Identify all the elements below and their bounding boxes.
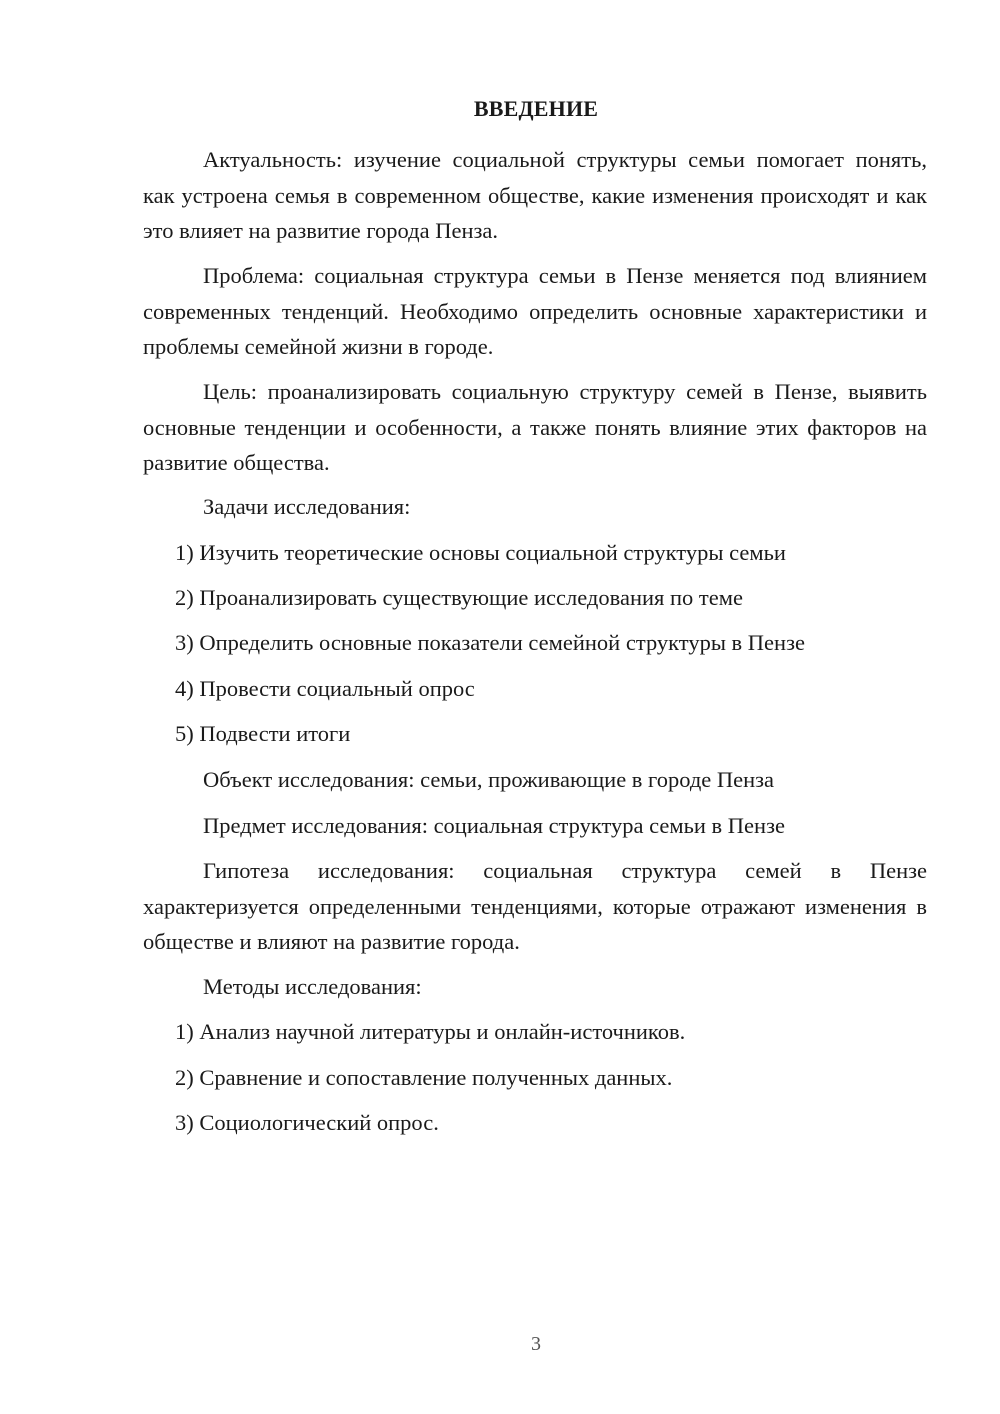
relevance-paragraph: Актуальность: изучение социальной структуры семьи помогает понять, как устроена семья в современном обществе, какие изменения происходят и как это влияет на развитие города Пенза. — [143, 147, 927, 243]
task-item: 5) Подвести итоги — [175, 721, 351, 746]
task-item: 4) Провести социальный опрос — [175, 676, 475, 701]
task-item: 2) Проанализировать существующие исследования по теме — [175, 585, 743, 610]
tasks-title: Задачи исследования: — [203, 494, 411, 519]
page-number: 3 — [531, 1333, 541, 1355]
task-item: 1) Изучить теоретические основы социальной структуры семьи — [175, 540, 786, 565]
method-item: 2) Сравнение и сопоставление полученных данных. — [175, 1065, 673, 1090]
goal-paragraph: Цель: проанализировать социальную структуру семей в Пензе, выявить основные тенденции и особенности, а также понять влияние этих факторов на развитие общества. — [143, 379, 927, 475]
research-subject: Предмет исследования: социальная структура семьи в Пензе — [203, 813, 785, 838]
methods-title: Методы исследования: — [203, 974, 422, 999]
problem-paragraph: Проблема: социальная структура семьи в Пензе меняется под влиянием современных тенденций. Необходимо определить основные характеристики и проблемы семейной жизни в городе. — [143, 263, 927, 359]
method-item: 3) Социологический опрос. — [175, 1110, 439, 1135]
task-item: 3) Определить основные показатели семейной структуры в Пензе — [175, 630, 805, 655]
method-item: 1) Анализ научной литературы и онлайн-источников. — [175, 1019, 686, 1044]
section-heading: ВВЕДЕНИЕ — [473, 96, 599, 121]
hypothesis-paragraph: Гипотеза исследования: социальная структура семей в Пензе характеризуется определенными тенденциями, которые отражают изменения в обществе и влияют на развитие города. — [143, 858, 927, 954]
research-object: Объект исследования: семьи, проживающие в городе Пенза — [203, 767, 775, 792]
